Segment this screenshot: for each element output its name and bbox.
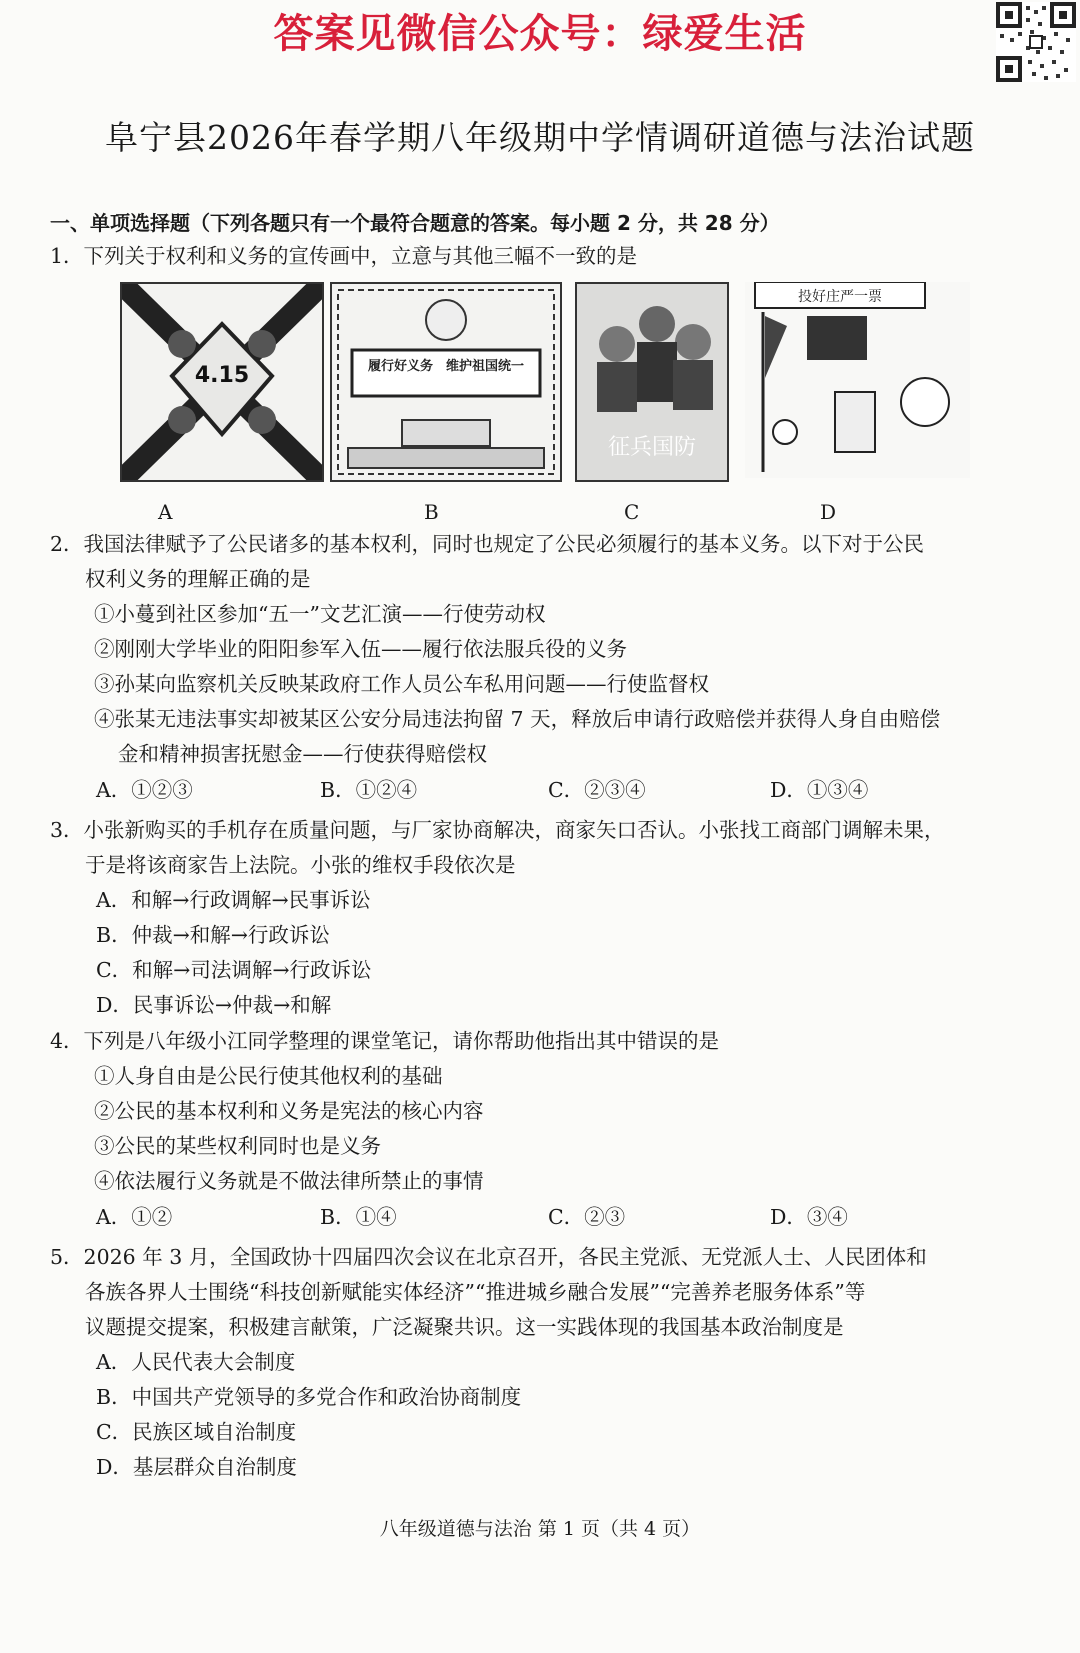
q4-stem: 4．下列是八年级小江同学整理的课堂笔记，请你帮助他指出其中错误的是	[50, 1029, 720, 1053]
q1-pictures	[120, 282, 970, 478]
q3-option-b: B．仲裁→和解→行政诉讼	[96, 923, 330, 947]
q2-option-b: B．①②④	[320, 778, 418, 802]
exam-title: 阜宁县2026年春学期八年级期中学情调研道德与法治试题	[105, 118, 975, 157]
q2-item-1: ①小蔓到社区参加“五一”文艺汇演——行使劳动权	[94, 602, 546, 626]
q5-option-d: D．基层群众自治制度	[96, 1455, 297, 1479]
q3-option-c: C．和解→司法调解→行政诉讼	[96, 958, 372, 982]
q2-item-3: ③孙某向监察机关反映某政府工作人员公车私用问题——行使监督权	[94, 672, 709, 696]
q2-stem-line2: 权利义务的理解正确的是	[85, 567, 311, 591]
q1-stem: 1．下列关于权利和义务的宣传画中，立意与其他三幅不一致的是	[50, 244, 638, 268]
poster-a-image	[120, 282, 324, 482]
q4-option-c: C．②③	[548, 1205, 626, 1229]
q1-caption-a: A	[158, 500, 173, 524]
q4-item-2: ②公民的基本权利和义务是宪法的核心内容	[94, 1099, 484, 1123]
q5-stem-line3: 议题提交提案，积极建言献策，广泛凝聚共识。这一实践体现的我国基本政治制度是	[85, 1315, 844, 1339]
q2-item-4-continued: 金和精神损害抚慰金——行使获得赔偿权	[118, 742, 487, 766]
q4-item-1: ①人身自由是公民行使其他权利的基础	[94, 1064, 443, 1088]
q2-stem-line1: 2．我国法律赋予了公民诸多的基本权利，同时也规定了公民必须履行的基本义务。以下对于公民	[50, 532, 925, 556]
q5-option-b: B．中国共产党领导的多党合作和政治协商制度	[96, 1385, 522, 1409]
q5-option-a: A．人民代表大会制度	[96, 1350, 296, 1374]
q4-item-4: ④依法履行义务就是不做法律所禁止的事情	[94, 1169, 484, 1193]
q2-option-c: C．②③④	[548, 778, 646, 802]
q2-item-2: ②刚刚大学毕业的阳阳参军入伍——履行依法服兵役的义务	[94, 637, 627, 661]
poster-c-caption-text: 征兵国防	[607, 435, 697, 460]
qr-code	[996, 2, 1076, 82]
poster-c-image	[575, 282, 729, 482]
page-footer: 八年级道德与法治 第 1 页（共 4 页）	[379, 1518, 701, 1540]
poster-a-badge-text: 4.15	[194, 363, 250, 388]
poster-d-image	[745, 282, 970, 478]
poster-b-banner-text: 履行好义务 维护祖国统一	[367, 359, 525, 374]
q5-stem-line1: 5．2026 年 3 月，全国政协十四届四次会议在北京召开，各民主党派、无党派人士、人民团体和	[50, 1245, 927, 1269]
section-heading: 一、单项选择题（下列各题只有一个最符合题意的答案。每小题 2 分，共 28 分）	[50, 211, 780, 235]
q1-caption-d: D	[820, 500, 837, 524]
q3-option-d: D．民事诉讼→仲裁→和解	[96, 993, 332, 1017]
promo-header: 答案见微信公众号：绿爱生活	[273, 11, 807, 57]
q3-option-a: A．和解→行政调解→民事诉讼	[96, 888, 371, 912]
q3-stem-line1: 3．小张新购买的手机存在质量问题，与厂家协商解决，商家矢口否认。小张找工商部门调解未果，	[50, 818, 945, 842]
poster-d-banner-text: 投好庄严一票	[798, 289, 882, 305]
q5-stem-line2: 各族各界人士围绕“科技创新赋能实体经济”“推进城乡融合发展”“完善养老服务体系”等	[85, 1280, 866, 1304]
q2-option-d: D．①③④	[770, 778, 869, 802]
q3-stem-line2: 于是将该商家告上法院。小张的维权手段依次是	[85, 853, 516, 877]
q2-option-a: A．①②③	[96, 778, 193, 802]
q4-option-d: D．③④	[770, 1205, 848, 1229]
q4-option-a: A．①②	[96, 1205, 173, 1229]
q1-caption-c: C	[624, 500, 640, 524]
q5-option-c: C．民族区域自治制度	[96, 1420, 297, 1444]
q1-caption-b: B	[424, 500, 439, 524]
q4-item-3: ③公民的某些权利同时也是义务	[94, 1134, 381, 1158]
q2-item-4: ④张某无违法事实却被某区公安分局违法拘留 7 天，释放后申请行政赔偿并获得人身自由赔偿	[94, 707, 941, 731]
q4-option-b: B．①④	[320, 1205, 397, 1229]
poster-b-image	[330, 282, 562, 482]
